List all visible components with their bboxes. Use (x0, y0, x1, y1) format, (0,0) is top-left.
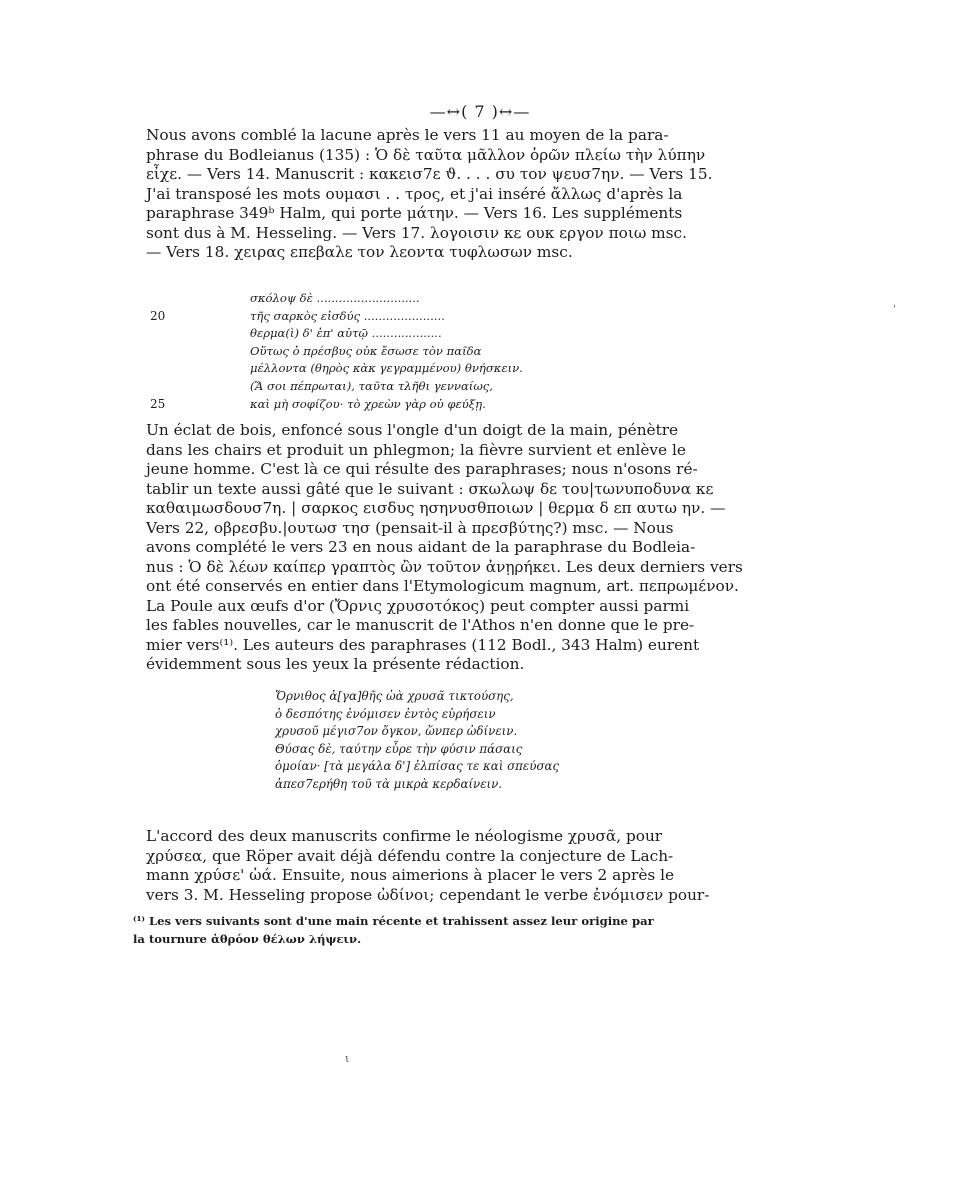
verse-line (150, 325, 670, 343)
stray-mark: ˌ (893, 296, 897, 309)
stray-mark: ι (345, 1052, 350, 1065)
text-line: καθαιμωσδουσ7η. | σαρκος εισδυς ησηνυσθποιων | θερμα δ επ αυτω ην. — (146, 499, 726, 517)
footnote-line: ⁽¹⁾ Les vers suivants sont d'une main récente et trahissent assez leur origine par (133, 914, 654, 928)
text-line: La Poule aux œufs d'or (Ὄρνις χρυσοτόκος) peut compter aussi parmi (146, 596, 690, 615)
text-line: nus : Ὁ δὲ λέων καίπερ γραπτὸς ὢν τοῦτον ἀνῃρήκει. Les deux derniers vers (146, 557, 743, 576)
footnote (133, 912, 673, 948)
verse-line (150, 360, 670, 378)
verse-line: Ὄρνιθος ἀ[γα]θῆς ὠὰ χρυσᾶ τικτούσης, (275, 689, 514, 703)
text-line: εἶχε. — Vers 14. Manuscrit : κακεισ7ε ϑ. . . . συ τον ψευσ7ην. — Vers 15. (146, 165, 713, 183)
text-line: — Vers 18. χειρας επεβαλε τον λεοντα τυφλωσων msc. (146, 243, 573, 261)
verse-text: Οὕτως ὁ πρέσβυς οὐκ ἔσωσε τὸν παῖδα (250, 343, 482, 358)
text-line: avons complété le vers 23 en nous aidant de la paraphrase du Bodleia- (146, 538, 696, 556)
text-line: sont dus à M. Hesseling. — Vers 17. λογοισιν κε ουκ εργον ποιω msc. (146, 223, 687, 242)
text-line: L'accord des deux manuscrits confirme le néologisme χρυσᾶ, pour (146, 827, 663, 845)
line-number: 25 (150, 396, 166, 411)
verse-line (150, 396, 670, 414)
paragraph-3 (146, 827, 710, 905)
text-line: dans les chairs et produit un phlegmon; la fièvre survient et enlève le (146, 440, 686, 459)
verse-line: ὁμοίαν· [τὰ μεγάλα δ'] ἐλπίσας τε καὶ σπεύσας (275, 759, 560, 774)
text-line: Nous avons comblé la lacune après le vers 11 au moyen de la para- (146, 126, 669, 144)
paragraph-1 (146, 126, 713, 263)
verse-line (150, 378, 670, 396)
verse-line (150, 343, 670, 361)
verse-text: (Ἅ σοι πέπρωται), ταῦτα τλῆθι γενναίως, (250, 378, 493, 393)
text-line: ont été conservés en entier dans l'Etymologicum magnum, art. πεπρωμένον. (146, 577, 739, 595)
text-line: Vers 22, οβρεσβυ.|ουτωσ τησ (pensait-il à πρεσβύτης?) msc. — Nous (146, 518, 674, 537)
footnote-line: la tournure ἀθρόον θέλων λήψειν. (133, 932, 362, 946)
page-header: —↔( 7 )↔— (429, 102, 531, 121)
paragraph-2 (146, 421, 743, 675)
verse-text: μέλλοντα (θηρὸς κὰκ γεγραμμένου) θνήσκειν. (250, 361, 523, 376)
text-line: J'ai transposé les mots ουμασι . . τρος, et j'ai inséré ἄλλως d'après la (146, 184, 683, 203)
verse-line (150, 308, 670, 326)
verse-line (150, 290, 670, 308)
text-line: jeune homme. C'est là ce qui résulte des paraphrases; nous n'osons ré- (146, 460, 698, 478)
text-line: mann χρύσε' ὠά. Ensuite, nous aimerions à placer le vers 2 après le (146, 866, 675, 884)
verse-text: θερμα(ὶ) δ' ἐπ' αὐτῷ ................... (250, 326, 442, 341)
text-line: phrase du Bodleianus (135) : Ὁ δὲ ταῦτα μᾶλλον ὁρῶν πλείω τὴν λύπην (146, 145, 706, 164)
text-line: tablir un texte aussi gâté que le suivant : σκωλωψ δε του|τωνυποδυνα κε (146, 479, 714, 498)
line-number: 20 (150, 308, 166, 323)
verse-block-2 (275, 688, 675, 794)
verse-line: ὁ δεσπότης ἐνόμισεν ἐντὸς εὑρήσειν (275, 706, 496, 721)
text-line: paraphrase 349ᵇ Halm, qui porte μάτην. — Vers 16. Les suppléments (146, 204, 683, 222)
verse-text: τῆς σαρκὸς εἰσδύς ...................... (250, 308, 445, 323)
text-line: évidemment sous les yeux la présente rédaction. (146, 655, 525, 673)
verse-line: Θύσας δὲ, ταύτην εὗρε τὴν φύσιν πάσαις (275, 741, 523, 756)
text-line: χρύσεα, que Röper avait déjà défendu contre la conjecture de Lach- (146, 846, 674, 865)
text-line: vers 3. M. Hesseling propose ὠδίνοι; cependant le verbe ἐνόμισεν pour- (146, 885, 710, 904)
text-line: mier vers⁽¹⁾. Les auteurs des paraphrases (112 Bodl., 343 Halm) eurent (146, 635, 700, 654)
verse-block-1 (150, 290, 670, 413)
verse-text: σκόλοψ δὲ ............................ (250, 291, 420, 305)
verse-line: ἀπεσ7ερήθη τοῦ τὰ μικρὰ κερδαίνειν. (275, 776, 503, 791)
text-line: les fables nouvelles, car le manuscrit de l'Athos n'en donne que le pre- (146, 616, 695, 634)
text-line: Un éclat de bois, enfoncé sous l'ongle d'un doigt de la main, pénètre (146, 421, 679, 439)
verse-line: χρυσοῦ μέγισ7ον ὄγκον, ὥνπερ ὠδίνειν. (275, 724, 518, 739)
verse-text: καὶ μὴ σοφίζου· τὸ χρεὼν γὰρ οὐ φεύξῃ. (250, 396, 486, 411)
